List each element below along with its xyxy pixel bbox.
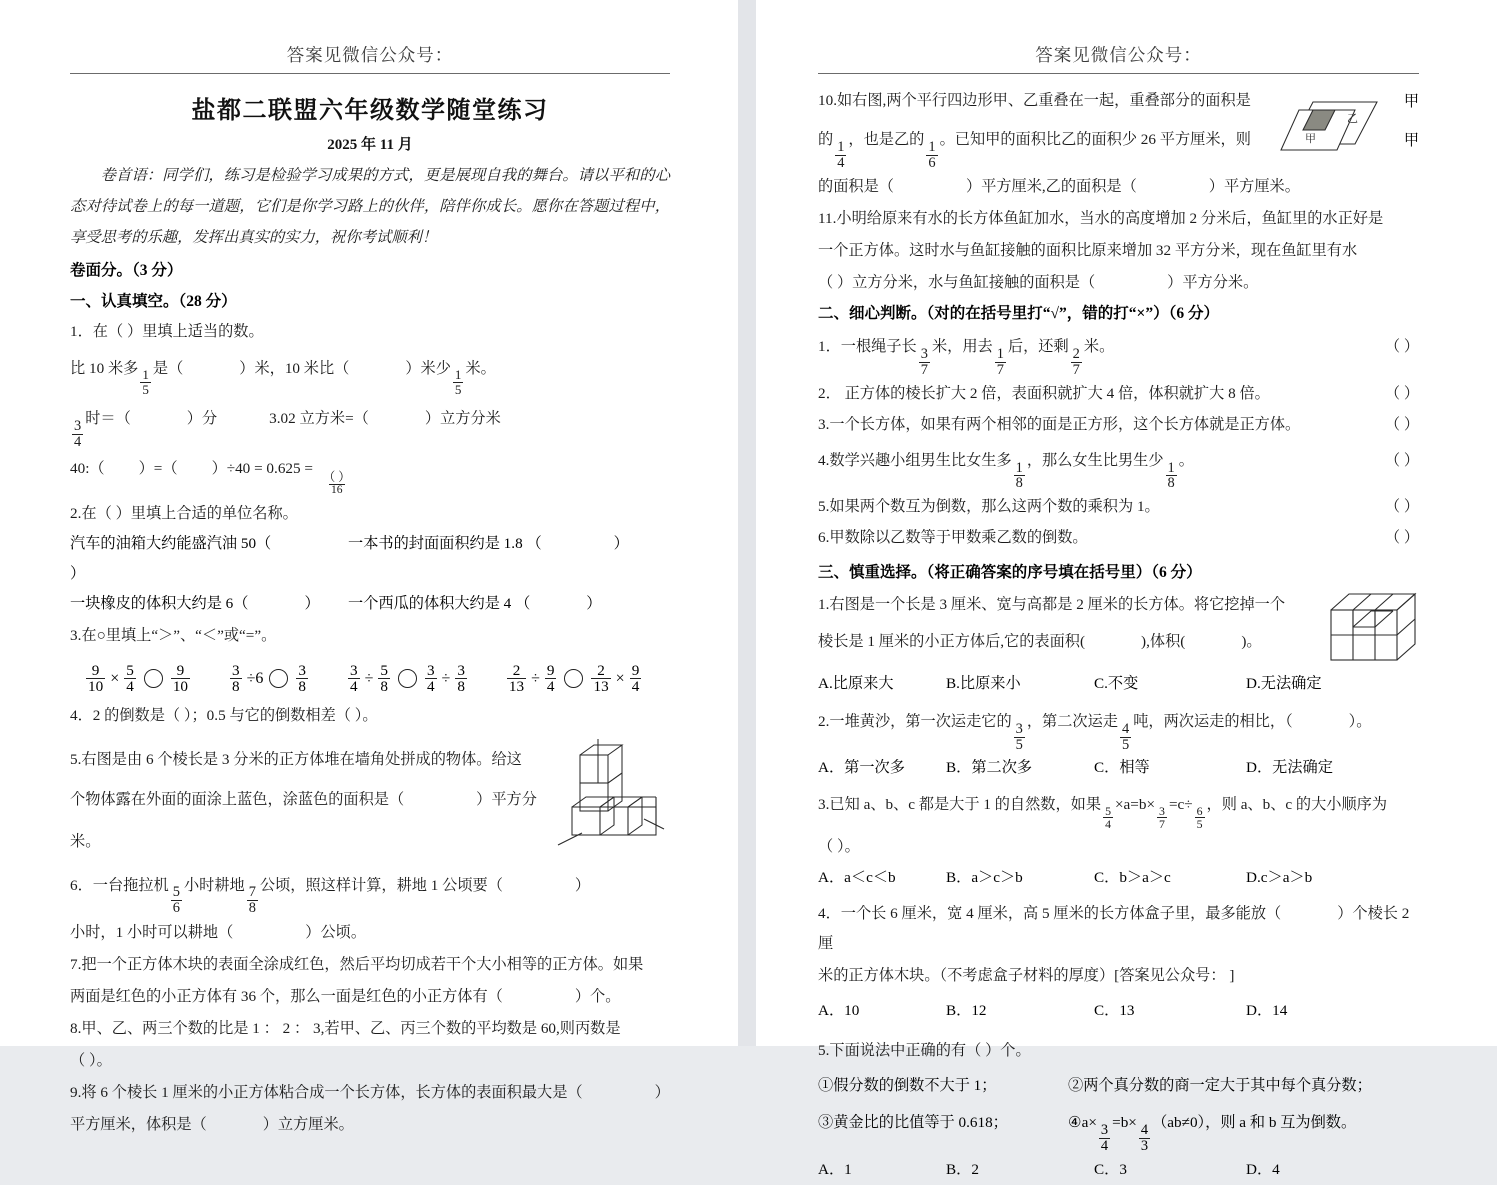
question-5-block bbox=[70, 741, 670, 863]
fraction-3-8c: $\frac{3}{8}$ bbox=[457, 661, 465, 695]
fraction-2-13b: $\frac{2}{13}$ bbox=[593, 661, 609, 695]
fraction-1-4: $\frac{1}{4}$ bbox=[837, 138, 845, 171]
question-2-units-row-1 bbox=[70, 529, 670, 589]
judge-5-answer-paren[interactable]: （ ） bbox=[1384, 498, 1419, 516]
comparison-3: $\frac{3}{4}$ ÷ $\frac{5}{8}$ $\frac{3}{4}$ ÷ $\frac{3}{8}$ bbox=[349, 661, 465, 695]
choice-2-option-b[interactable]: B．第二次多 bbox=[946, 759, 1033, 777]
choice-1-option-d[interactable]: D.无法确定 bbox=[1246, 675, 1322, 693]
choice-5-stem: 5.下面说法中正确的有（ ）个。 bbox=[818, 1042, 1031, 1060]
question-5-line-1: 5.右图是由 6 个棱长是 3 分米的正方体堆在墙角处拼成的物体。给这 bbox=[70, 750, 522, 768]
question-10-line-3: 的面积是（ ）平方厘米,乙的面积是（ ）平方厘米。 bbox=[818, 178, 1300, 196]
fraction-5-8: $\frac{5}{8}$ bbox=[380, 661, 388, 695]
choice-4-option-d[interactable]: D．14 bbox=[1246, 1002, 1288, 1020]
fraction-3-5: $\frac{3}{5}$ bbox=[1015, 721, 1023, 753]
fraction-3-4b: $\frac{3}{4}$ bbox=[426, 661, 435, 695]
question-10-line-1: 10.如右图,两个平行四边形甲、乙重叠在一起，重叠部分的面积是 bbox=[818, 92, 1251, 109]
choice-1-text bbox=[818, 586, 1321, 660]
choice-4-option-a[interactable]: A．10 bbox=[818, 1002, 860, 1020]
score-line: 卷面分。（3 分） bbox=[70, 262, 183, 279]
label-jia: 甲 bbox=[1305, 133, 1316, 145]
fraction-1-8: $\frac{1}{8}$ bbox=[1015, 459, 1023, 492]
judge-4-answer-paren[interactable]: （ ） bbox=[1384, 451, 1419, 469]
fraction-5-6: $\frac{5}{6}$ bbox=[172, 884, 180, 917]
question-1-stem: 1．在（ ）里填上适当的数。 bbox=[70, 323, 264, 340]
header-rule-left bbox=[70, 73, 670, 74]
fraction-5-4: $\frac{5}{4}$ bbox=[1105, 804, 1111, 832]
question-6-line-2: 小时，1 小时可以耕地（ ）公顷。 bbox=[70, 923, 367, 941]
choice-4-option-c[interactable]: C．13 bbox=[1094, 1002, 1135, 1020]
fraction-3-8b: $\frac{3}{8}$ bbox=[298, 661, 306, 695]
stray-label-2: 甲 bbox=[1403, 132, 1419, 149]
label-yi: 乙 bbox=[1347, 113, 1358, 125]
choice-4-option-b[interactable]: B．12 bbox=[946, 1002, 987, 1020]
fraction-blank-over-16: $\frac{( )}{16}$ bbox=[322, 470, 351, 496]
fraction-3-4: $\frac{3}{4}$ bbox=[349, 661, 358, 695]
choice-1-option-c[interactable]: C.不变 bbox=[1094, 675, 1139, 693]
question-11-line-2: 一个正方体。这时水与鱼缸接触的面积比原来增加 32 平方分米，现在鱼缸里有水 bbox=[818, 242, 1358, 260]
q1-l2-c: 3.02 立方米=（ bbox=[269, 409, 369, 427]
fraction-5-4: $\frac{5}{4}$ bbox=[126, 661, 134, 695]
choice-4-line-2: 米的正方体木块。（不考虑盒子材料的厚度）[答案见公众号： ] bbox=[818, 967, 1235, 985]
q1-l3-b: ）=（ bbox=[138, 460, 178, 478]
fraction-1-6: $\frac{1}{6}$ bbox=[928, 138, 936, 171]
q1-l1-c: ）米，10 米比（ bbox=[239, 360, 350, 377]
judge-2-text: 2． 正方体的棱长扩大 2 倍，表面积就扩大 4 倍，体积就扩大 8 倍。 bbox=[818, 384, 1270, 402]
question-3-comparison-row bbox=[70, 663, 670, 695]
choice-2-stem: 2.一堆黄沙，第一次运走它的 $\frac{3}{5}$ ，第二次运走 $\frac{4}{5}$ 吨，两次运走的相比，（ ）。 bbox=[818, 713, 1372, 753]
unit-item-4: 一个西瓜的体积大约是 4 （ ） bbox=[348, 594, 602, 612]
choice-3-options bbox=[818, 863, 1419, 893]
fraction-3-7: $\frac{3}{7}$ bbox=[920, 346, 928, 378]
unit-item-1: 汽车的油箱大约能盛汽油 50（） bbox=[70, 534, 272, 582]
choice-4-options bbox=[818, 992, 1419, 1030]
page-title: 盐都二联盟六年级数学随堂练习 bbox=[191, 98, 549, 124]
question-5-text bbox=[70, 741, 548, 863]
choice-5-option-c[interactable]: C．3 bbox=[1094, 1160, 1127, 1178]
question-8-line-1: 8.甲、乙、两三个数的比是 1 ： 2 ： 3,若甲、乙、丙三个数的平均数是 60,则丙数是 bbox=[70, 1019, 621, 1037]
choice-1-option-b[interactable]: B.比原来小 bbox=[946, 675, 1021, 693]
choice-3-line-1: 3.已知 a、b、c 都是大于 1 的自然数，如果 $\frac{5}{4}$ ×a=b× $\frac{3}{7}$ =c÷ $\frac{6}{5}$ ，则 a、b、c 的大小顺序为 bbox=[818, 796, 1388, 832]
choice-1-line-1: 1.右图是一个长是 3 厘米、宽与高都是 2 厘米的长方体。将它挖掉一个 bbox=[818, 596, 1286, 614]
fraction-4-5: $\frac{4}{5}$ bbox=[1121, 721, 1130, 753]
choice-1-block bbox=[818, 586, 1419, 668]
comparison-1: $\frac{9}{10}$ × $\frac{5}{4}$ $\frac{9}{10}$ bbox=[88, 661, 188, 695]
question-9-line-2: 平方厘米，体积是（ ）立方厘米。 bbox=[70, 1115, 354, 1133]
fraction-1-7: $\frac{1}{7}$ bbox=[996, 346, 1004, 378]
q1-l3-a: 40:（ bbox=[70, 460, 105, 478]
choice-3-option-d[interactable]: D.c＞a＞b bbox=[1246, 869, 1313, 887]
question-1-line-1 bbox=[70, 349, 670, 396]
fraction-4-3: $\frac{4}{3}$ bbox=[1140, 1122, 1149, 1154]
q1-l3-c: ）÷40 = 0.625 = bbox=[211, 460, 313, 478]
judge-3-answer-paren[interactable]: （ ） bbox=[1384, 415, 1419, 433]
q1-l1-a: 比 10 米多 bbox=[70, 360, 139, 377]
choice-5-statements-2 bbox=[818, 1102, 1419, 1153]
choice-2-option-d[interactable]: D．无法确定 bbox=[1246, 759, 1333, 777]
choice-3-option-c[interactable]: C．b＞a＞c bbox=[1094, 869, 1171, 887]
section-1-heading: 一、认真填空。（28 分） bbox=[70, 293, 237, 310]
judge-item-5 bbox=[818, 491, 1419, 522]
page-right bbox=[756, 0, 1497, 1178]
stray-labels-right bbox=[1389, 82, 1419, 160]
choice-5-option-b[interactable]: B．2 bbox=[946, 1160, 979, 1178]
q1-l2-b: ）分 bbox=[186, 409, 218, 427]
question-2-units-row-2 bbox=[70, 589, 670, 619]
judge-1-answer-paren[interactable]: （ ） bbox=[1384, 338, 1419, 356]
choice-3-option-a[interactable]: A．a＜c＜b bbox=[818, 869, 896, 887]
header-note-left: 答案见微信公众号： bbox=[286, 45, 454, 65]
fraction-3-8: $\frac{3}{8}$ bbox=[232, 661, 240, 695]
fraction-9-4: $\frac{9}{4}$ bbox=[546, 661, 555, 695]
judge-6-text: 6.甲数除以乙数等于甲数乘乙数的倒数。 bbox=[818, 529, 1088, 547]
question-11-line-1: 11.小明给原来有水的长方体鱼缸加水，当水的高度增加 2 分米后，鱼缸里的水正好是 bbox=[818, 210, 1384, 228]
page-date: 2025 年 11 月 bbox=[327, 137, 413, 153]
compare-circle[interactable] bbox=[144, 669, 163, 688]
compare-circle[interactable] bbox=[269, 669, 288, 688]
fraction-2-7: $\frac{2}{7}$ bbox=[1072, 346, 1080, 378]
choice-5-option-d[interactable]: D．4 bbox=[1246, 1160, 1280, 1178]
judge-item-1 bbox=[818, 327, 1419, 377]
judge-1-text: 1．一根绳子长 $\frac{3}{7}$ 米，用去 $\frac{1}{7}$ 后，还剩 $\frac{2}{7}$ 米。 bbox=[818, 338, 1115, 378]
judge-3-text: 3.一个长方体，如果有两个相邻的面是正方形，这个长方体就是正方体。 bbox=[818, 415, 1301, 433]
statement-4: ④a× $\frac{3}{4}$ =b× $\frac{4}{3}$ （ab≠0），则 a 和 b 互为倒数。 bbox=[1068, 1114, 1357, 1154]
question-6-line-1: 6．一台拖拉机 $\frac{5}{6}$ 小时耕地 $\frac{7}{8}$ 公顷，照这样计算，耕地 1 公顷要（ ） bbox=[70, 876, 591, 917]
overlapping-parallelograms-figure bbox=[1285, 86, 1383, 156]
judge-item-3 bbox=[818, 409, 1419, 440]
judge-item-2 bbox=[818, 378, 1419, 409]
judge-5-text: 5.如果两个数互为倒数，那么这两个数的乘积为 1。 bbox=[818, 498, 1160, 516]
compare-circle[interactable] bbox=[564, 669, 583, 688]
question-7-line-1: 7.把一个正方体木块的表面全涂成红色，然后平均切成若干个大小相等的正方体。如果 bbox=[70, 955, 644, 973]
fraction-1-5: $\frac{1}{5}$ bbox=[142, 367, 149, 397]
q1-l1-d: ）米少 bbox=[405, 360, 451, 377]
fraction-1-5b: $\frac{1}{5}$ bbox=[454, 367, 462, 397]
question-7-line-2: 两面是红色的小正方体有 36 个，那么一面是红色的小正方体有（ ）个。 bbox=[70, 987, 621, 1005]
fraction-2-13: $\frac{2}{13}$ bbox=[508, 661, 525, 695]
q1-l2-a: 时＝（ bbox=[85, 409, 131, 427]
choice-3-option-b[interactable]: B．a＞c＞b bbox=[946, 869, 1023, 887]
compare-circle[interactable] bbox=[398, 669, 417, 688]
corner-cube-stack-figure bbox=[552, 737, 670, 855]
question-5-line-2: 个物体露在外面的面涂上蓝色，涂蓝色的面积是（ ）平方分米。 bbox=[70, 790, 537, 850]
question-10-line-2: 的 $\frac{1}{4}$ ，也是乙的 $\frac{1}{6}$ 。已知甲的面积比乙的面积少 26 平方厘米，则 bbox=[818, 131, 1251, 171]
statement-1: ①假分数的倒数不大于 1； bbox=[818, 1077, 997, 1095]
fraction-7-8: $\frac{7}{8}$ bbox=[248, 884, 256, 917]
fraction-3-7: $\frac{3}{7}$ bbox=[1159, 804, 1165, 832]
q1-l2-d: ）立方分米 bbox=[424, 409, 501, 427]
statement-2: ②两个真分数的商一定大于其中每个真分数； bbox=[1068, 1077, 1372, 1095]
choice-1-option-a[interactable]: A.比原来大 bbox=[818, 675, 894, 693]
judge-item-6 bbox=[818, 522, 1419, 553]
stray-label-1: 甲 bbox=[1403, 93, 1419, 110]
choice-5-option-a[interactable]: A．1 bbox=[818, 1160, 852, 1178]
notched-box-figure bbox=[1323, 588, 1419, 668]
question-10-block bbox=[818, 82, 1419, 170]
header-note-right: 答案见微信公众号： bbox=[1035, 45, 1202, 65]
choice-2-option-a[interactable]: A．第一次多 bbox=[818, 759, 905, 777]
choice-5-statements-1 bbox=[818, 1070, 1419, 1102]
judge-4-text: 4.数学兴趣小组男生比女生多 $\frac{1}{8}$ ，那么女生比男生少 $\frac{1}{8}$ 。 bbox=[818, 451, 1194, 492]
q1-l1-e: 米。 bbox=[465, 360, 496, 377]
choice-3-line-2: （ ）。 bbox=[818, 838, 860, 856]
fraction-9-10: $\frac{9}{10}$ bbox=[88, 661, 104, 695]
unit-item-2: 一本书的封面面积约是 1.8 （ ） bbox=[348, 534, 629, 552]
judge-6-answer-paren[interactable]: （ ） bbox=[1384, 529, 1419, 547]
fraction-9-10b: $\frac{9}{10}$ bbox=[172, 661, 188, 695]
choice-2-options bbox=[818, 753, 1419, 783]
question-8-line-2: （ ）。 bbox=[70, 1051, 112, 1069]
fraction-6-5: $\frac{6}{5}$ bbox=[1196, 804, 1203, 832]
question-11-line-3: （ ）立方分米，水与鱼缸接触的面积是（ ）平方分米。 bbox=[818, 274, 1259, 292]
question-9-line-1: 9.将 6 个棱长 1 厘米的小正方体粘合成一个长方体，长方体的表面积最大是（ ） bbox=[70, 1083, 670, 1101]
choice-4-line-1: 4．一个长 6 厘米，宽 4 厘米，高 5 厘米的长方体盒子里，最多能放（ ）个棱长 2 厘 bbox=[818, 905, 1410, 953]
q1-l1-b: 是（ bbox=[152, 360, 184, 377]
question-1-line-2 bbox=[70, 398, 670, 449]
fraction-1-8b: $\frac{1}{8}$ bbox=[1167, 459, 1175, 492]
section-3-heading: 三、慎重选择。（将正确答案的序号填在括号里）（6 分） bbox=[818, 564, 1202, 582]
header-rule-right bbox=[818, 73, 1419, 74]
fraction-9-4b: $\frac{9}{4}$ bbox=[631, 661, 640, 695]
question-2-stem: 2.在（ ）里填上合适的单位名称。 bbox=[70, 504, 298, 522]
statement-3: ③黄金比的比值等于 0.618； bbox=[818, 1114, 1008, 1132]
section-2-heading: 二、细心判断。（对的在括号里打“√”，错的打“×”）（6 分） bbox=[818, 305, 1219, 323]
fraction-3-4: $\frac{3}{4}$ bbox=[1100, 1122, 1109, 1154]
page-gutter bbox=[738, 0, 756, 1046]
judge-2-answer-paren[interactable]: （ ） bbox=[1384, 384, 1419, 402]
unit-item-3: 一块橡皮的体积大约是 6（ ） bbox=[70, 594, 320, 612]
judge-item-4 bbox=[818, 440, 1419, 491]
comparison-4: $\frac{2}{13}$ ÷ $\frac{9}{4}$ $\frac{2}{13}$ × $\frac{9}{4}$ bbox=[508, 661, 640, 695]
choice-2-option-c[interactable]: C．相等 bbox=[1094, 759, 1150, 777]
question-1-line-3 bbox=[70, 451, 670, 496]
preface-text: 卷首语：同学们，练习是检验学习成果的方式，更是展现自我的舞台。请以平和的心态对待试卷上的每一道题，它们是你学习路上的伙伴，陪伴你成长。愿你在答题过程中，享受思考的乐趣，发挥出真实的实力，祝你考试顺利！ bbox=[70, 167, 670, 246]
question-4: 4．2 的倒数是（ ）；0.5 与它的倒数相差（ ）。 bbox=[70, 706, 378, 724]
choice-1-line-2: 棱长是 1 厘米的小正方体后,它的表面积( ),体积( )。 bbox=[818, 633, 1262, 651]
page-left bbox=[0, 0, 738, 1133]
choice-5-options bbox=[818, 1155, 1419, 1185]
question-3-stem: 3.在○里填上“＞”、“＜”或“=”。 bbox=[70, 626, 277, 644]
fraction-3-4: $\frac{3}{4}$ bbox=[74, 417, 82, 450]
question-10-text bbox=[818, 82, 1283, 170]
comparison-2: $\frac{3}{8}$ ÷6 $\frac{3}{8}$ bbox=[232, 661, 306, 695]
choice-1-options bbox=[818, 669, 1419, 699]
